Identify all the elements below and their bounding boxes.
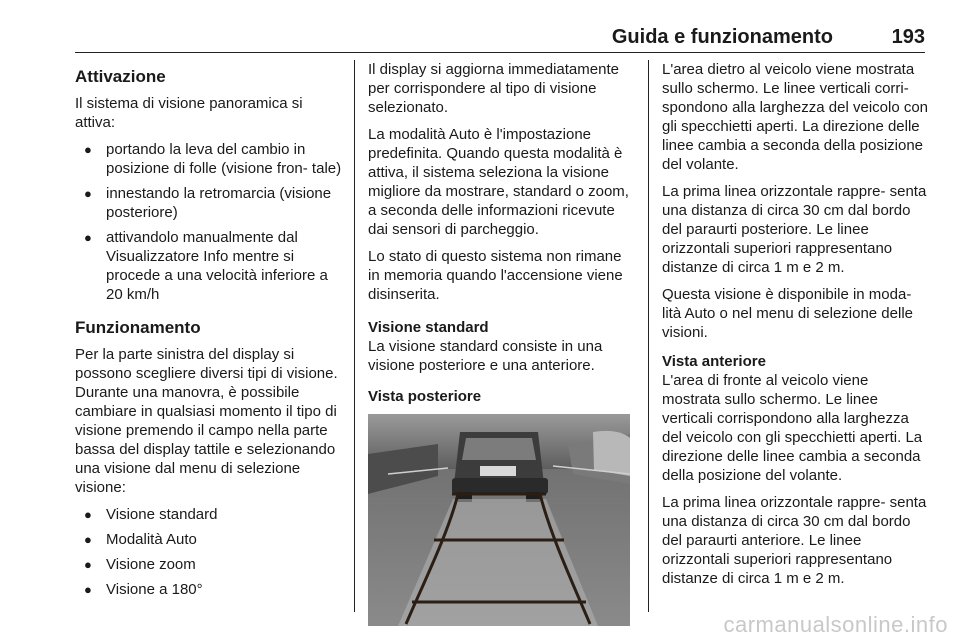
rear-camera-image bbox=[368, 414, 630, 626]
list-item: ● attivandolo manualmente dal Visualizzatore Info mentre si procede a una velocità inferiore a 20 km/h bbox=[75, 228, 345, 304]
paragraph: Il display si aggiorna immediatamente per corrispondere al tipo di visione selezionato. bbox=[368, 61, 619, 116]
heading-funzionamento: Funzionamento bbox=[75, 318, 201, 337]
attivazione-list bbox=[75, 140, 345, 304]
column-right bbox=[662, 60, 928, 596]
heading-visione-standard: Visione standard bbox=[368, 319, 489, 336]
section-title: Guida e funzionamento bbox=[611, 26, 833, 48]
watermark: carmanualsonline.info bbox=[723, 612, 948, 637]
paragraph: La prima linea orizzontale rappre- senta una distanza di circa 30 cm dal bordo del paraurti posteriore. Le linee orizzontali superiori rappresentano distanze di circa 1 m e 2 m. bbox=[662, 183, 927, 276]
paragraph: La prima linea orizzontale rappre- senta una distanza di circa 30 cm dal bordo del paraurti anteriore. Le linee orizzontali superiori rappresentano distanze di circa 1 m e 2 m. bbox=[662, 494, 927, 587]
list-item: ● Visione a 180° bbox=[75, 580, 345, 599]
funzionamento-text: Per la parte sinistra del display si possono scegliere diversi tipi di visione. Durante una manovra, è possibile cambiare in qualsiasi momento il tipo di visione premendo il campo nella parte bassa del display tattile e selezionando una visione dal menu di selezione visione: bbox=[75, 346, 338, 496]
heading-vista-anteriore: Vista anteriore bbox=[662, 353, 766, 370]
page-header bbox=[75, 22, 925, 53]
paragraph: L'area di fronte al veicolo viene mostrata sullo schermo. Le linee verticali corrispondono alla larghezza del veicolo con gli specchietti aperti. La direzione delle linee cambia a seconda della posizione del volante. bbox=[662, 372, 923, 484]
page-number: 193 bbox=[891, 26, 925, 48]
visioni-list bbox=[75, 505, 345, 599]
list-item: ● Modalità Auto bbox=[75, 530, 345, 549]
vehicle-ahead bbox=[452, 432, 548, 502]
column-divider bbox=[354, 60, 355, 612]
heading-vista-posteriore: Vista posteriore bbox=[368, 388, 482, 405]
paragraph: La modalità Auto è l'impostazione predefinita. Quando questa modalità è attiva, il sistema seleziona la visione migliore da mostrare, standard o zoom, a seconda delle informazioni ricevute dai sensori di parcheggio. bbox=[368, 126, 629, 238]
column-divider bbox=[648, 60, 649, 612]
column-left bbox=[75, 60, 345, 607]
list-item: ● Visione zoom bbox=[75, 555, 345, 574]
paragraph: La visione standard consiste in una visione posteriore e una anteriore. bbox=[368, 338, 603, 374]
list-item: ● Visione standard bbox=[75, 505, 345, 524]
heading-attivazione: Attivazione bbox=[75, 67, 166, 86]
list-item: ● innestando la retromarcia (visione posteriore) bbox=[75, 184, 345, 222]
attivazione-intro: Il sistema di visione panoramica si attiva: bbox=[75, 95, 303, 131]
list-item: ● portando la leva del cambio in posizione di folle (visione fron- tale) bbox=[75, 140, 345, 178]
paragraph: Lo stato di questo sistema non rimane in memoria quando l'accensione viene disinserita. bbox=[368, 248, 623, 303]
paragraph: L'area dietro al veicolo viene mostrata sullo schermo. Le linee verticali corri- spondono alla larghezza del veicolo con gli specchietti aperti. La direzione delle linee cambia a seconda della posizione del volante. bbox=[662, 61, 929, 173]
paragraph: Questa visione è disponibile in moda- lità Auto o nel menu di selezione delle visioni. bbox=[662, 286, 914, 341]
column-middle bbox=[368, 60, 634, 626]
